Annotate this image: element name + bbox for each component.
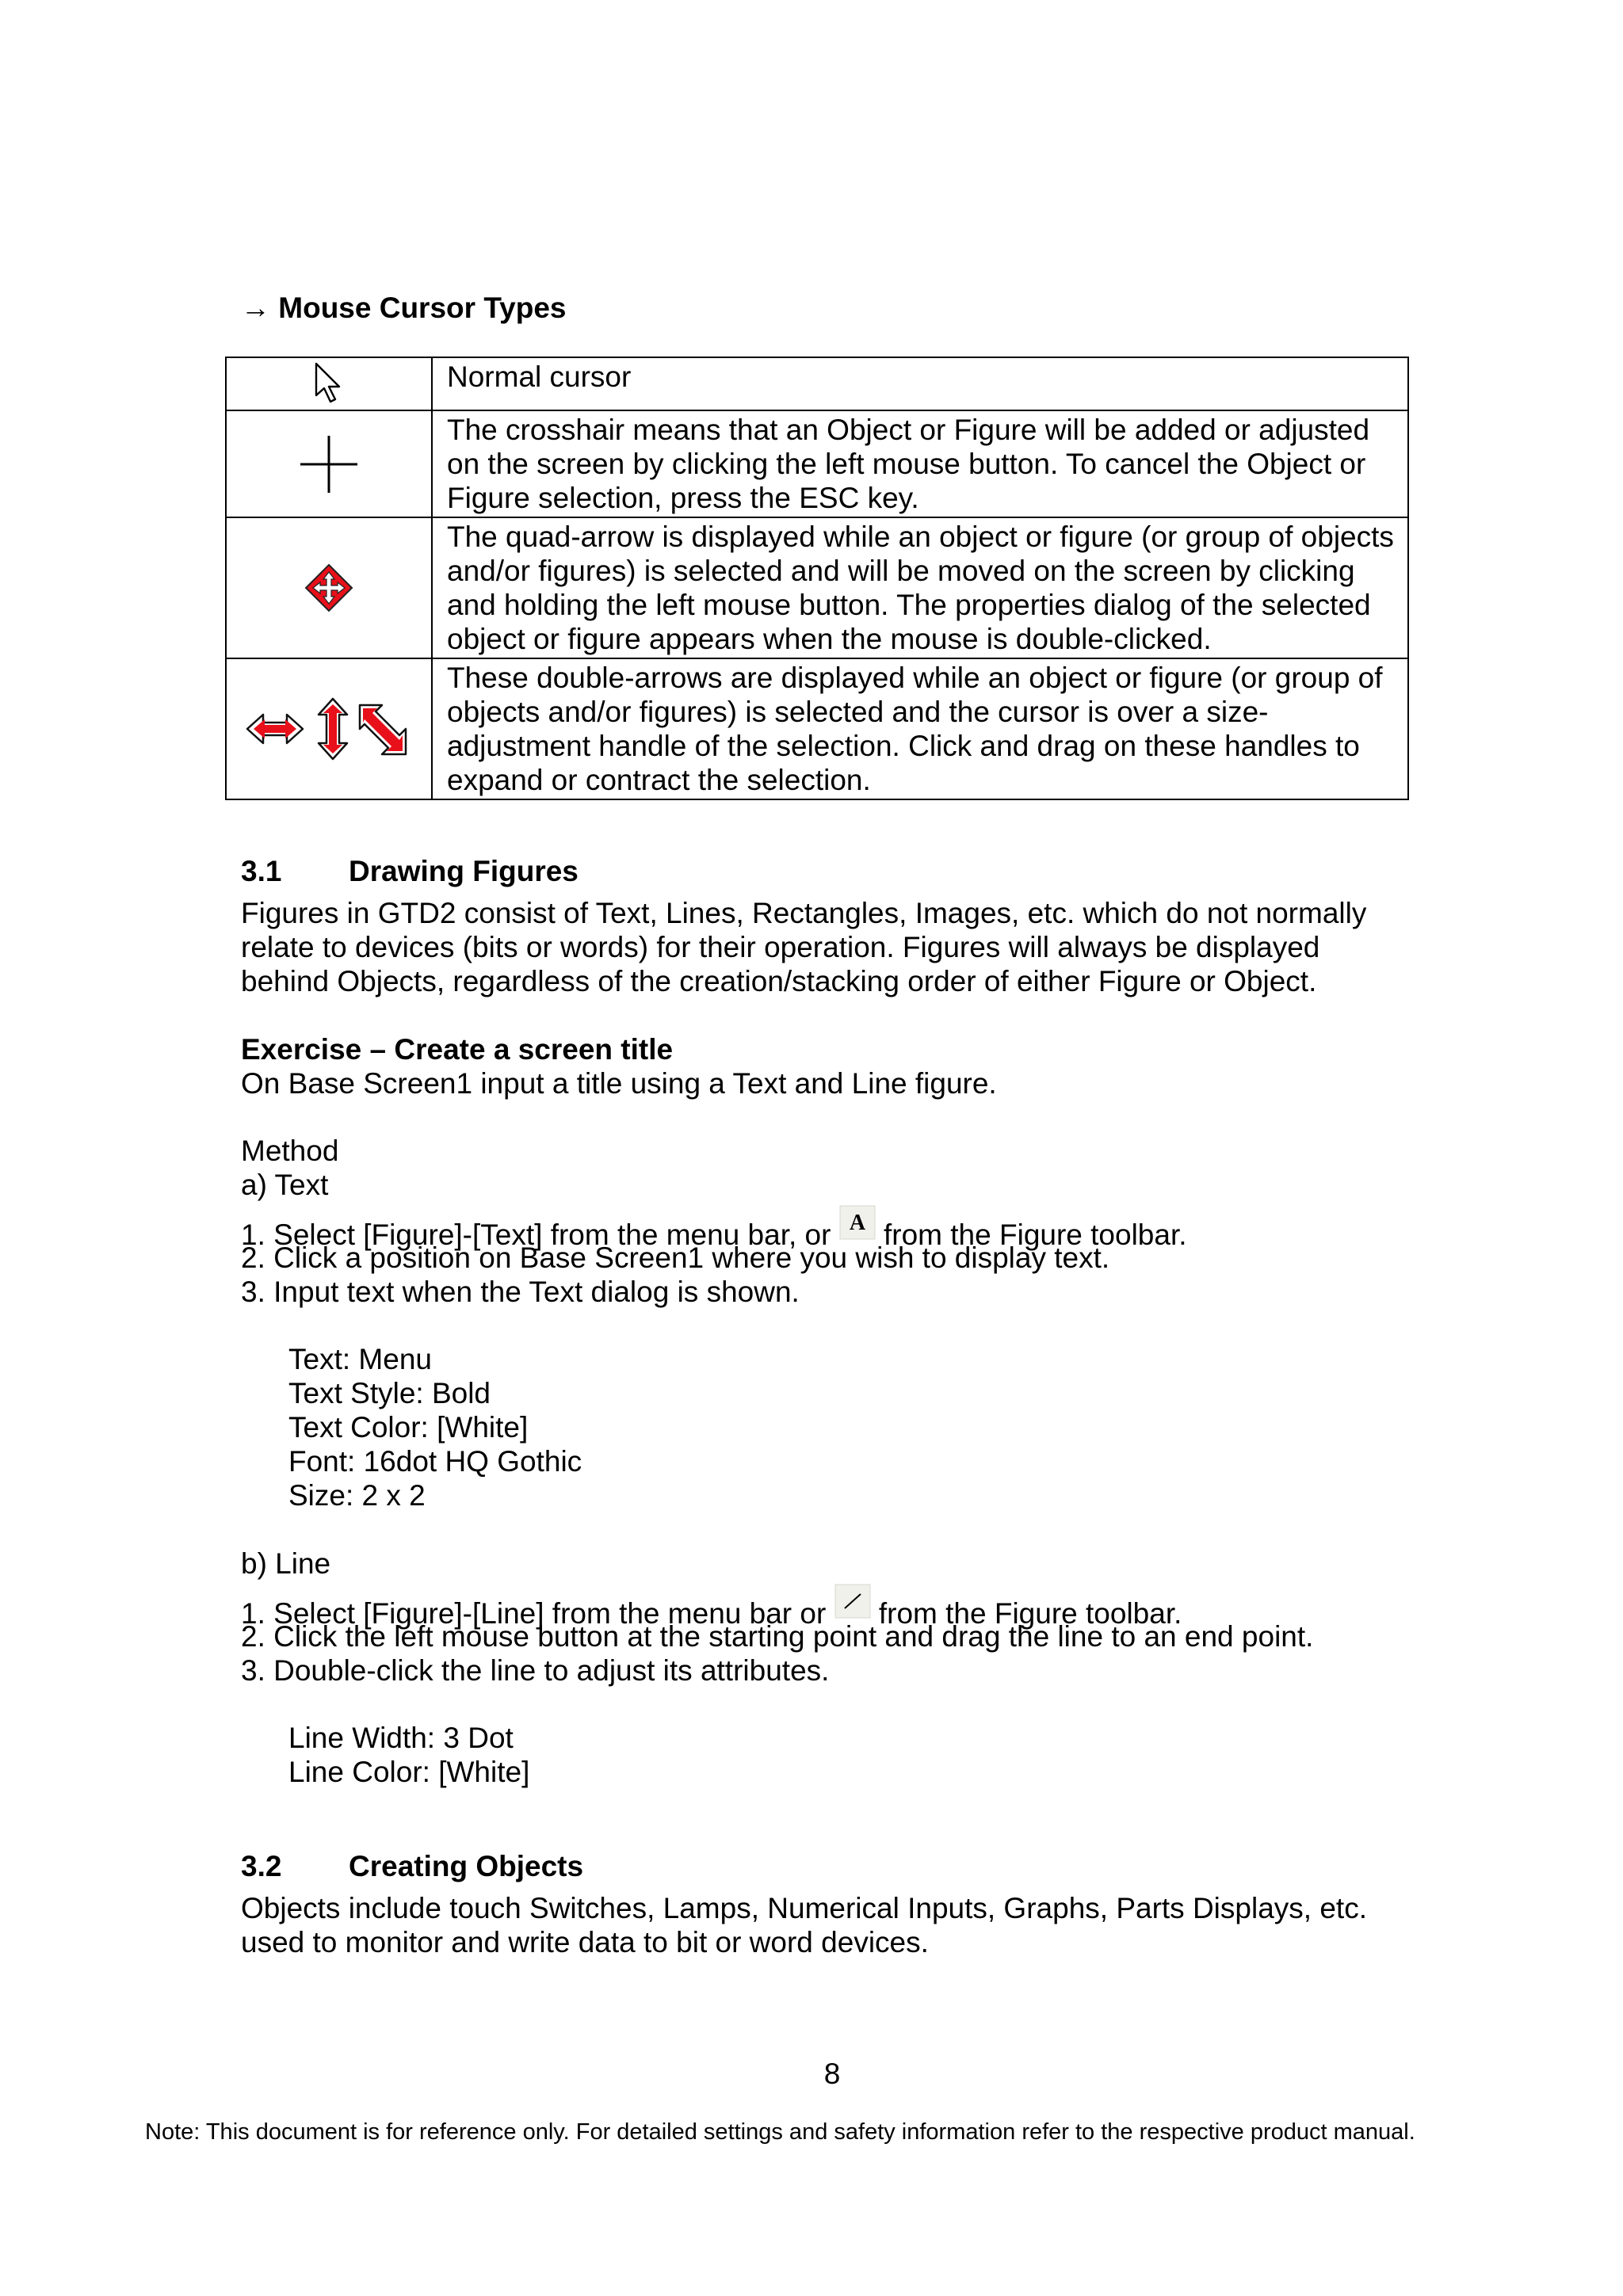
drawing-figures-paragraph <box>241 896 1366 998</box>
line-step-label: b) Line <box>241 1547 331 1580</box>
text-settings <box>288 1342 582 1512</box>
line-step-1: 1. Select [Figure]-[Line] from the menu bar or from the Figure toolbar. <box>241 1584 1182 1630</box>
line-step-3: 3. Double-click the line to adjust its attributes. <box>241 1654 830 1687</box>
method-label: Method <box>241 1135 339 1167</box>
setting-line: Text Style: Bold <box>288 1377 491 1409</box>
setting-line: Size: 2 x 2 <box>288 1479 426 1512</box>
text-step-1: 1. Select [Figure]-[Text] from the menu bar, or A from the Figure toolbar. <box>241 1205 1187 1252</box>
paragraph-line: used to monitor and write data to bit or word devices. <box>241 1926 929 1958</box>
text-tool-icon[interactable] <box>839 1205 876 1240</box>
paragraph-line: behind Objects, regardless of the creation/stacking order of either Figure or Object. <box>241 965 1317 997</box>
arrow-glyph: → <box>241 292 270 324</box>
quad-arrow-icon <box>304 563 353 612</box>
creating-objects-paragraph <box>241 1891 1367 1959</box>
section-number: 3.2 <box>241 1850 282 1882</box>
double-arrows-icon <box>244 697 414 761</box>
double-arrows-desc: These double-arrows are displayed while an object or figure (or group of objects and/or figures) is selected and the cursor is over a size-adjustment handle of the selection. Click and drag on these handles to expand or contract the selection. <box>432 658 1408 799</box>
horizontal-double-arrow-icon <box>247 715 303 743</box>
section-3-1-heading <box>241 854 579 888</box>
normal-cursor-icon <box>313 362 345 406</box>
cursor-types-table <box>225 357 1409 800</box>
section-title: Drawing Figures <box>349 855 579 887</box>
svg-text:A: A <box>849 1211 865 1235</box>
text-step-label: a) Text <box>241 1169 329 1201</box>
crosshair-icon <box>299 434 359 494</box>
text-step-3: 3. Input text when the Text dialog is shown. <box>241 1276 800 1308</box>
text-step-2: 2. Click a position on Base Screen1 where you wish to display text. <box>241 1241 1110 1274</box>
line-step-2: 2. Click the left mouse button at the starting point and drag the line to an end point. <box>241 1620 1314 1653</box>
table-row <box>226 410 1408 517</box>
setting-line: Font: 16dot HQ Gothic <box>288 1445 582 1478</box>
crosshair-desc: The crosshair means that an Object or Figure will be added or adjusted on the screen by clicking the left mouse button. To cancel the Object or Figure selection, press the ESC key. <box>432 410 1408 517</box>
cursor-types-heading <box>241 291 567 325</box>
paragraph-line: Objects include touch Switches, Lamps, Numerical Inputs, Graphs, Parts Displays, etc. <box>241 1892 1367 1924</box>
quad-arrow-desc: The quad-arrow is displayed while an object or figure (or group of objects and/or figures) is selected and will be moved on the screen by clicking and holding the left mouse button. The properties dialog of the selected object or figure appears when the mouse is double-clicked. <box>432 517 1408 658</box>
cursor-types-title: Mouse Cursor Types <box>278 292 567 324</box>
setting-line: Text Color: [White] <box>288 1411 529 1444</box>
vertical-double-arrow-icon <box>319 699 347 759</box>
setting-line: Text: Menu <box>288 1343 432 1375</box>
diagonal-double-arrow-icon <box>360 705 406 754</box>
paragraph-line: relate to devices (bits or words) for their operation. Figures will always be displayed <box>241 931 1320 963</box>
table-row <box>226 517 1408 658</box>
section-number: 3.1 <box>241 855 282 887</box>
setting-line: Line Width: 3 Dot <box>288 1722 514 1754</box>
setting-line: Line Color: [White] <box>288 1756 530 1788</box>
exercise-title: Exercise – Create a screen title <box>241 1033 674 1066</box>
line-settings <box>288 1721 529 1789</box>
paragraph-line: Figures in GTD2 consist of Text, Lines, Rectangles, Images, etc. which do not normally <box>241 897 1367 929</box>
page-number: 8 <box>823 2058 841 2090</box>
footer-note: Note: This document is for reference only. For detailed settings and safety information refer to the respective product manual. <box>145 2119 1415 2145</box>
section-title: Creating Objects <box>349 1850 584 1882</box>
exercise-intro: On Base Screen1 input a title using a Text and Line figure. <box>241 1067 997 1100</box>
line-tool-icon[interactable] <box>834 1584 871 1619</box>
normal-cursor-desc: Normal cursor <box>432 357 1408 410</box>
table-row <box>226 357 1408 410</box>
section-3-2-heading <box>241 1849 583 1883</box>
table-row <box>226 658 1408 799</box>
